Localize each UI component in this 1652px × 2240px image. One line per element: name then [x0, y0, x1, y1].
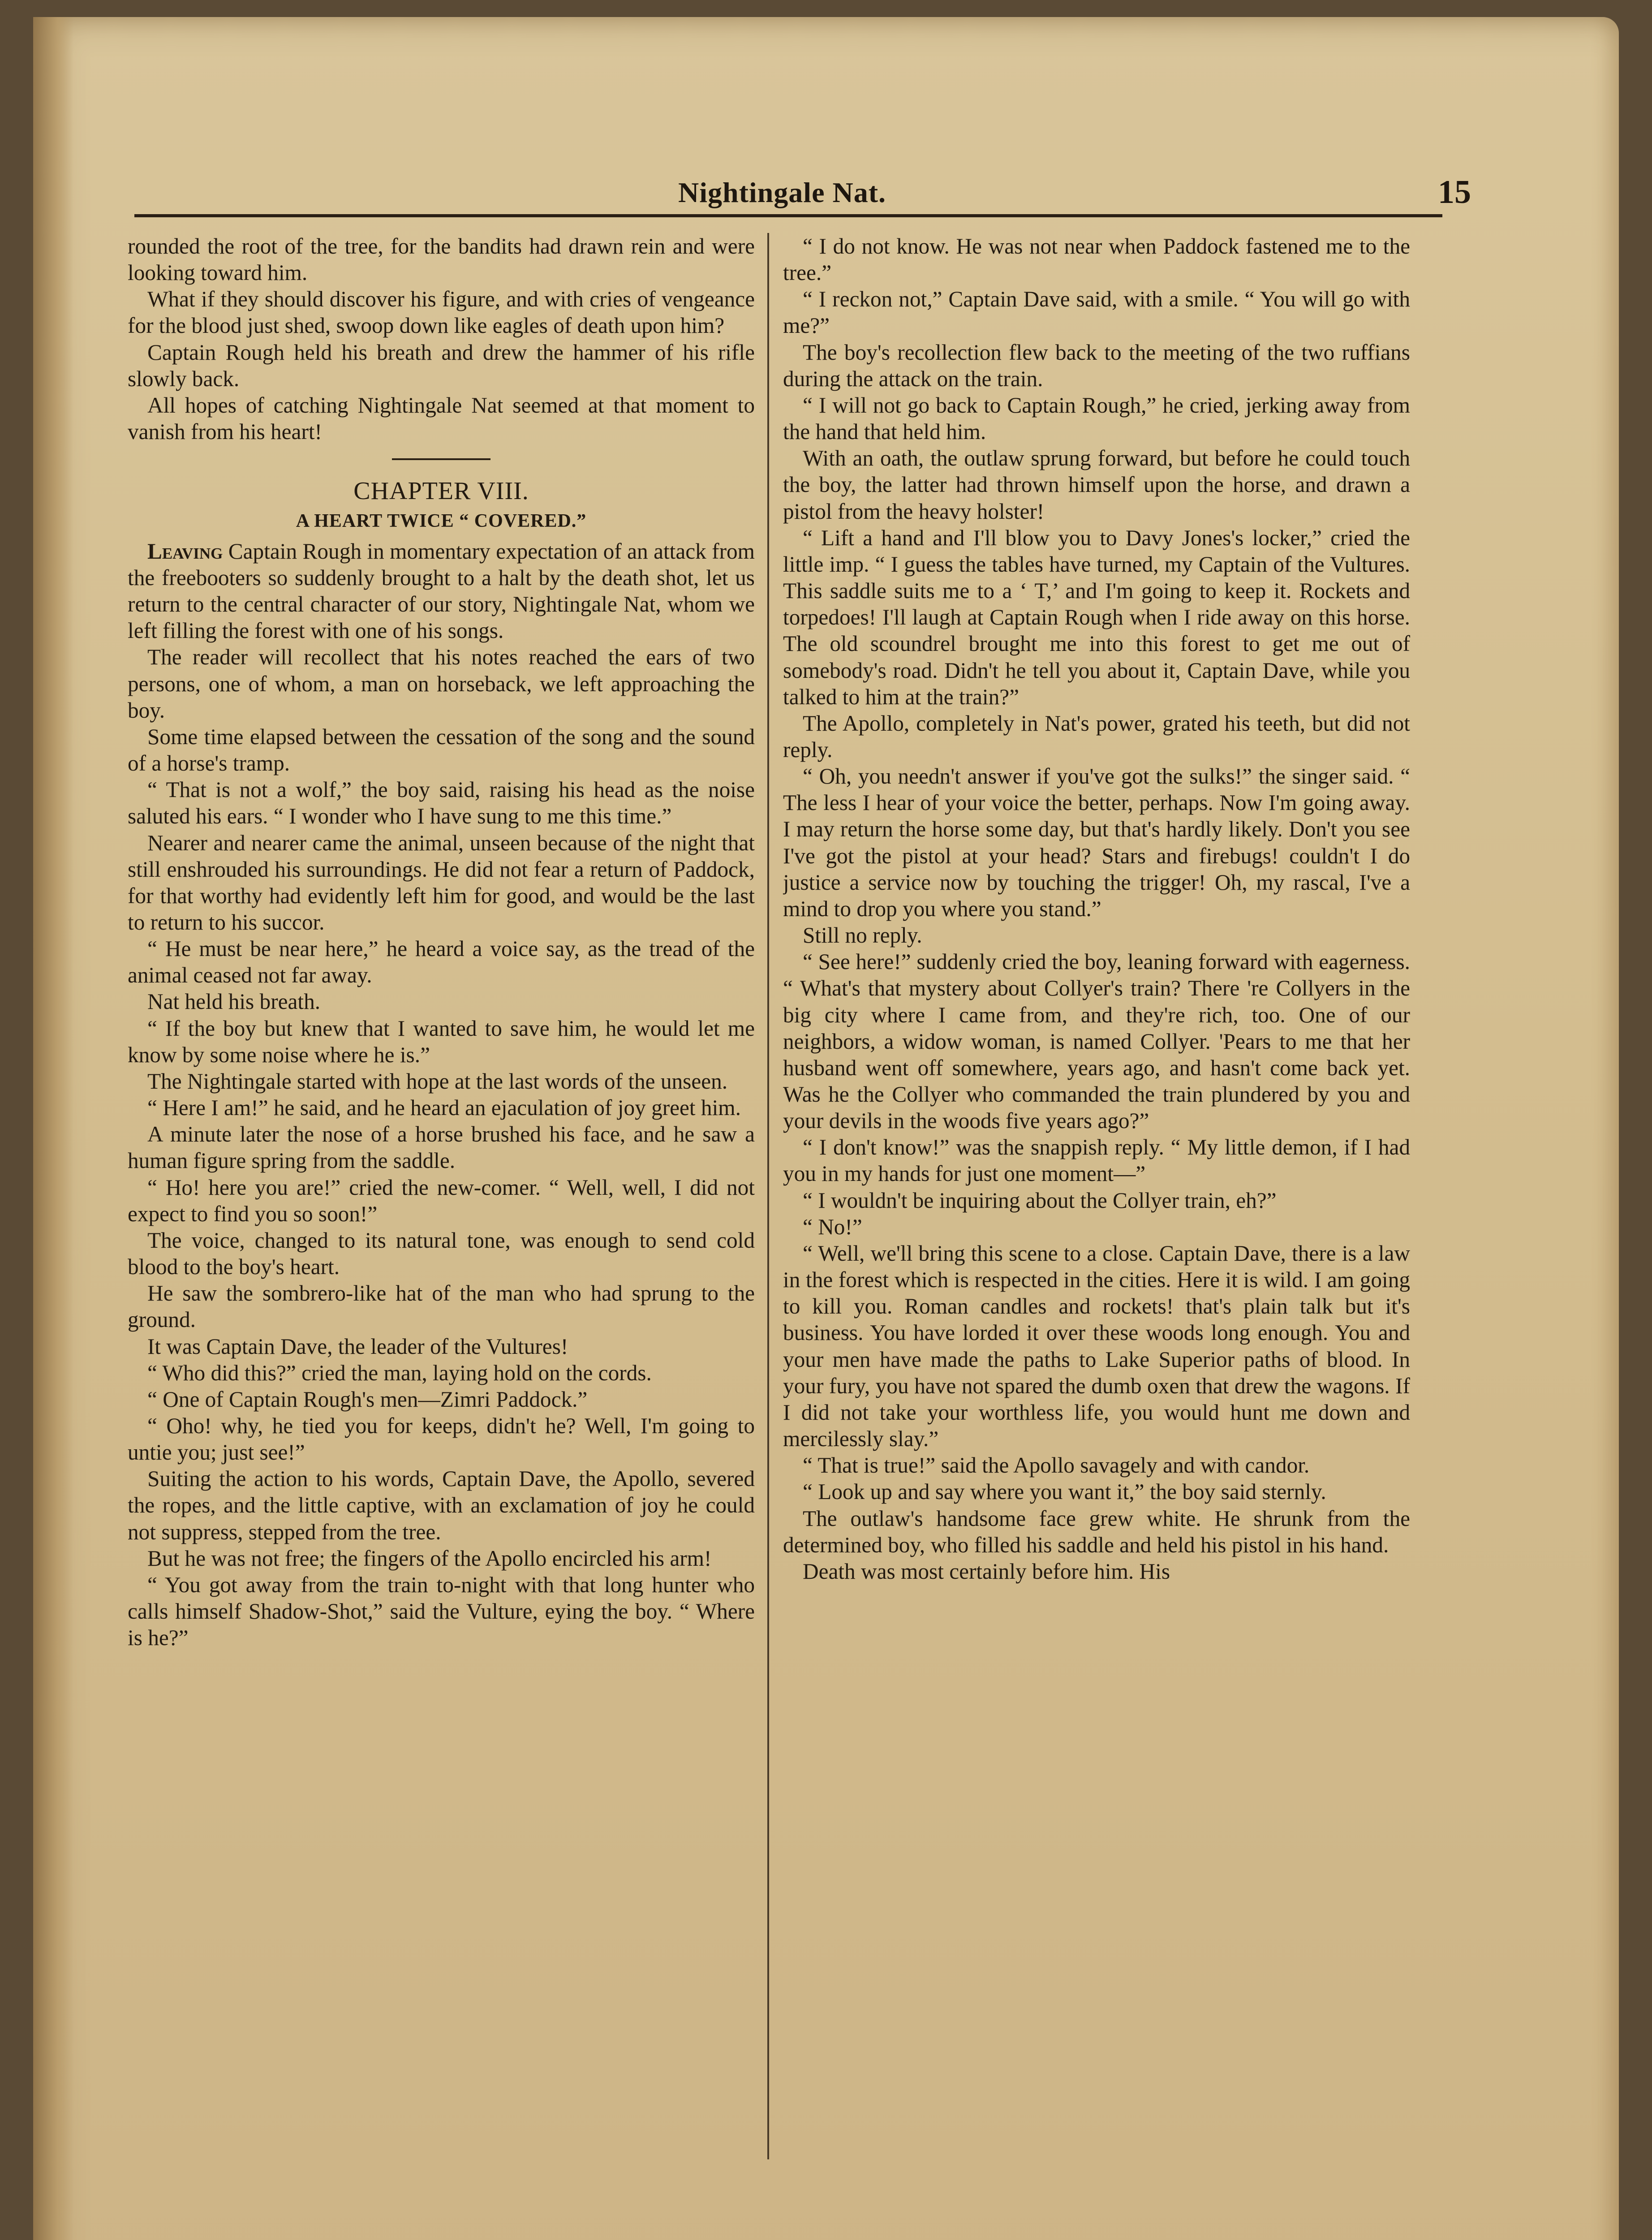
paragraph: But he was not free; the fingers of the Apollo encircled his arm!	[147, 1546, 712, 1571]
paragraph: He saw the sombrero-like hat of the man who had sprung to the ground.	[128, 1281, 755, 1332]
page-number: 15	[1438, 174, 1471, 211]
left-column	[128, 233, 755, 2132]
lead-word: Leaving	[147, 538, 223, 564]
paragraph: “ If the boy but knew that I wanted to save him, he would let me know by some noise where he is.”	[128, 1016, 755, 1067]
paragraph: “ No!”	[803, 1214, 862, 1239]
paragraph: “ You got away from the train to-night with that long hunter who calls himself Shadow-Shot,” said the Vulture, eying the boy. “ Where is he?”	[128, 1572, 755, 1650]
paragraph: “ Oho! why, he tied you for keeps, didn't he? Well, I'm going to untie you; just see!”	[128, 1413, 755, 1465]
paragraph: “ I don't know!” was the snappish reply. “ My little demon, if I had you in my hands for just one moment—”	[783, 1135, 1410, 1186]
paragraph: Captain Rough held his breath and drew the hammer of his rifle slowly back.	[128, 340, 755, 391]
paragraph: “ I wouldn't be inquiring about the Collyer train, eh?”	[803, 1188, 1277, 1213]
paragraph: With an oath, the outlaw sprung forward, but before he could touch the boy, the latter had thrown himself upon the horse, and drawn a pistol from the heavy holster!	[783, 446, 1410, 524]
paragraph: “ That is not a wolf,” the boy said, raising his head as the noise saluted his ears. “ I wonder who I have sung to me this time.”	[128, 777, 755, 829]
paragraph: The boy's recollection flew back to the meeting of the two ruffians during the attack on the train.	[783, 340, 1410, 391]
paragraph: “ Here I am!” he said, and he heard an ejaculation of joy greet him.	[147, 1095, 741, 1120]
paragraph: Suiting the action to his words, Captain Dave, the Apollo, severed the ropes, and the little captive, with an exclamation of joy he could not suppress, stepped from the tree.	[128, 1466, 755, 1544]
paragraph: A minute later the nose of a horse brushed his face, and he saw a human figure spring from the saddle.	[128, 1122, 755, 1173]
paragraph: The reader will recollect that his notes reached the ears of two persons, one of whom, a man on horseback, we left approaching the boy.	[128, 645, 755, 723]
paragraph: The voice, changed to its natural tone, was enough to send cold blood to the boy's heart.	[128, 1228, 755, 1279]
right-column	[783, 233, 1410, 2132]
paragraph: Nat held his breath.	[147, 989, 321, 1014]
paragraph: “ Lift a hand and I'll blow you to Davy Jones's locker,” cried the little imp. “ I guess the tables have turned, my Captain of the Vultures. This saddle suits me to a ‘ T,’ and I'm going to keep it. Rockets and torpedoes! I'll laugh at Captain Rough when I ride away on this horse. The old scoundrel brought me into this forest to get me out of somebody's road. Didn't he tell you about it, Captain Dave, while you talked to him at the train?”	[783, 525, 1410, 709]
running-title: Nightingale Nat.	[678, 177, 886, 208]
paragraph: Nearer and nearer came the animal, unseen because of the night that still enshrouded his surroundings. He did not fear a return of Paddock, for that worthy had evidently left him for good, and would be the last to return to his succor.	[128, 830, 755, 935]
column-divider	[767, 233, 769, 2159]
chapter-subtitle: A HEART TWICE “ COVERED.”	[296, 511, 587, 532]
header-rule	[134, 214, 1442, 217]
paragraph: “ One of Captain Rough's men—Zimri Paddock.”	[147, 1387, 588, 1412]
paragraph: “ Who did this?” cried the man, laying hold on the cords.	[147, 1360, 652, 1385]
paragraph: All hopes of catching Nightingale Nat seemed at that moment to vanish from his heart!	[128, 392, 755, 444]
paragraph: The Apollo, completely in Nat's power, grated his teeth, but did not reply.	[783, 711, 1410, 762]
paragraph: “ I reckon not,” Captain Dave said, with a smile. “ You will go with me?”	[783, 287, 1410, 338]
paragraph: “ See here!” suddenly cried the boy, leaning forward with eagerness. “ What's that mystery about Collyer's train? There 're Collyers in the big city where I came from, and they're rich, too. One of our neighbors, a widow woman, is named Collyer. 'Pears to me that her husband went off somewhere, years ago, and hasn't come back yet. Was he the Collyer who commanded the train plundered by you and your devils in the woods five years ago?”	[783, 949, 1410, 1133]
paragraph: Death was most certainly before him. His	[803, 1559, 1170, 1584]
chapter-title: CHAPTER VIII.	[353, 477, 529, 505]
paragraph: Still no reply.	[803, 923, 922, 948]
paragraph: Some time elapsed between the cessation of the song and the sound of a horse's tramp.	[128, 724, 755, 776]
paragraph: “ Ho! here you are!” cried the new-comer. “ Well, well, I did not expect to find you so soon!”	[128, 1175, 755, 1226]
paragraph: “ Oh, you needn't answer if you've got the sulks!” the singer said. “ The less I hear of your voice the better, perhaps. Now I'm going away. I may return the horse some day, but that's hardly likely. Don't you see I've got the pistol at your head? Stars and firebugs! couldn't I do justice a service now by touching the trigger! Oh, my rascal, I've a mind to drop you where you stand.”	[783, 764, 1410, 921]
paragraph: “ I will not go back to Captain Rough,” he cried, jerking away from the hand that held him.	[783, 392, 1410, 444]
page-gutter-shadow	[33, 17, 73, 2240]
paragraph: What if they should discover his figure, and with cries of vengeance for the blood just shed, swoop down like eagles of death upon him?	[128, 287, 755, 338]
chapter-separator	[392, 458, 490, 460]
paragraph: “ I do not know. He was not near when Paddock fastened me to the tree.”	[783, 234, 1410, 285]
paragraph: rounded the root of the tree, for the bandits had drawn rein and were looking toward him.	[128, 234, 755, 285]
lead-text: Captain Rough in momentary expectation of an attack from the freebooters so suddenly brought to a halt by the death shot, let us return to the central character of our story, Nightingale Nat, whom we left filling the forest with one of his songs.	[128, 538, 755, 643]
paragraph: “ Look up and say where you want it,” the boy said sternly.	[803, 1479, 1326, 1504]
paragraph: The outlaw's handsome face grew white. He shrunk from the determined boy, who filled his saddle and held his pistol in his hand.	[783, 1506, 1410, 1557]
paragraph: The Nightingale started with hope at the last words of the unseen.	[147, 1068, 728, 1094]
chapter-opening-paragraph	[128, 538, 755, 644]
paragraph: “ Well, we'll bring this scene to a close. Captain Dave, there is a law in the forest which is respected in the cities. Here it is wild. I am going to kill you. Roman candles and rockets! that's plain talk but it's business. You have lorded it over these woods long enough. You and your men have made the paths to Lake Superior paths of blood. In your fury, you have not spared the dumb oxen that drew the wagons. If I did not take your worthless life, you would hunt me down and mercilessly slay.”	[783, 1241, 1410, 1452]
left-column-paragraphs	[128, 644, 755, 1651]
paragraph: “ He must be near here,” he heard a voice say, as the tread of the animal ceased not far away.	[128, 936, 755, 988]
paragraph: “ That is true!” said the Apollo savagely and with candor.	[803, 1453, 1310, 1478]
paragraph: It was Captain Dave, the leader of the Vultures!	[147, 1334, 568, 1359]
